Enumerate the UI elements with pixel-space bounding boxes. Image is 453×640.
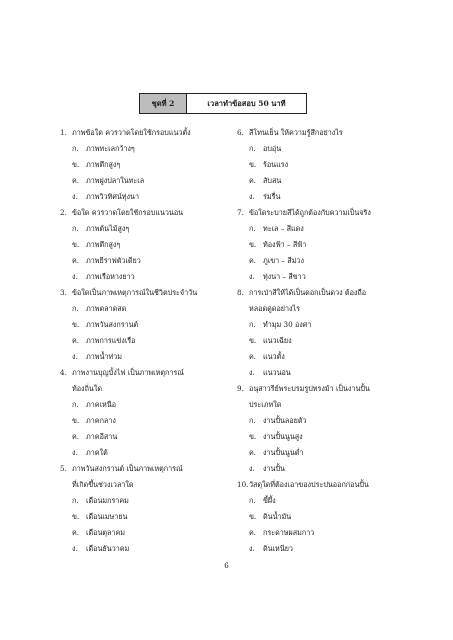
choice-letter: ง.: [72, 448, 78, 457]
answer-choice: [237, 141, 407, 157]
answer-choice: [60, 269, 230, 285]
choice-text: ทำมุม 30 องศา: [263, 320, 312, 329]
answer-choice: [60, 397, 230, 413]
answer-choice: [237, 365, 407, 381]
choice-letter: ข.: [249, 160, 257, 169]
answer-choice: [60, 317, 230, 333]
choice-letter: ก.: [249, 320, 256, 329]
choice-letter: ก.: [249, 496, 256, 505]
choice-letter: ค.: [249, 352, 257, 361]
choice-letter: ง.: [249, 464, 255, 473]
answer-choice: [60, 525, 230, 541]
question-text-continuation: ท้องถิ่นใด: [72, 384, 103, 393]
choice-letter: ก.: [72, 224, 79, 233]
question-text: สีโทนเย็น ให้ความรู้สึกอย่างไร: [249, 128, 343, 137]
question-number: 9.: [237, 384, 244, 393]
choice-text: เดือนมกราคม: [86, 496, 129, 505]
question-text-continuation: ประเภทใด: [249, 400, 282, 409]
choice-letter: ก.: [72, 304, 79, 313]
answer-choice: [237, 157, 407, 173]
choice-letter: ข.: [72, 512, 80, 521]
choice-letter: ข.: [72, 320, 80, 329]
choice-letter: ค.: [72, 336, 80, 345]
answer-choice: [60, 237, 230, 253]
answer-choice: [237, 221, 407, 237]
question-number: 4.: [60, 368, 67, 377]
answer-choice: [60, 445, 230, 461]
question-text: อนุสาวรีย์พระบรมรูปทรงม้า เป็นงานปั้น: [249, 384, 370, 393]
question-number: 6.: [237, 128, 244, 137]
choice-letter: ก.: [72, 400, 79, 409]
question-stem: [60, 285, 230, 301]
choice-letter: ง.: [72, 352, 78, 361]
right-question-column: [237, 125, 407, 557]
question-item: [60, 285, 230, 365]
choice-text: ภาพตลาดสด: [86, 304, 127, 313]
answer-choice: [60, 541, 230, 557]
choice-text: สับสน: [263, 176, 282, 185]
question-item: [237, 477, 407, 557]
answer-choice: [60, 173, 230, 189]
choice-text: เดือนตุลาคม: [86, 528, 126, 537]
answer-choice: [237, 493, 407, 509]
question-stem: [60, 365, 230, 381]
choice-text: ร่มรื่น: [263, 192, 281, 201]
choice-letter: ง.: [72, 544, 78, 553]
choice-text: งานปั้น: [263, 464, 285, 473]
answer-choice: [237, 173, 407, 189]
question-item: [60, 365, 230, 461]
page-number: 6: [224, 562, 229, 570]
answer-choice: [237, 317, 407, 333]
left-question-column: [60, 125, 230, 557]
choice-letter: ค.: [72, 432, 80, 441]
answer-choice: [237, 349, 407, 365]
choice-letter: ค.: [249, 528, 257, 537]
choice-letter: ง.: [72, 192, 78, 201]
choice-text: เดือนเมษายน: [86, 512, 128, 521]
choice-text: ดินเหนียว: [263, 544, 293, 553]
choice-letter: ค.: [249, 176, 257, 185]
set-number-label: ชุดที่ 2: [139, 93, 187, 114]
question-number: 1.: [60, 128, 67, 137]
answer-choice: [60, 333, 230, 349]
choice-text: ภาพทะเลกว้างๆ: [86, 144, 135, 153]
choice-letter: ก.: [72, 144, 79, 153]
choice-letter: ก.: [249, 416, 256, 425]
question-item: [60, 125, 230, 205]
answer-choice: [60, 509, 230, 525]
choice-text: ภาพตึกสูงๆ: [86, 240, 121, 249]
choice-letter: ข.: [249, 240, 257, 249]
answer-choice: [237, 189, 407, 205]
choice-letter: ก.: [249, 144, 256, 153]
question-number: 3.: [60, 288, 67, 297]
choice-text: ภาพตึกสูงๆ: [86, 160, 121, 169]
answer-choice: [60, 157, 230, 173]
question-text: ภาพข้อใด ควรวาดโดยใช้กรอบแนวตั้ง: [72, 128, 191, 137]
answer-choice: [237, 509, 407, 525]
answer-choice: [237, 237, 407, 253]
choice-letter: ง.: [249, 272, 255, 281]
answer-choice: [237, 525, 407, 541]
question-item: [60, 205, 230, 285]
exam-header: [139, 93, 309, 116]
answer-choice: [237, 461, 407, 477]
choice-text: แนวตั้ง: [263, 352, 285, 361]
choice-text: กระดาษผสมกาว: [263, 528, 315, 537]
question-stem: [237, 381, 407, 397]
question-item: [60, 461, 230, 557]
choice-text: ทะเล – สีแดง: [263, 224, 304, 233]
choice-text: ภาพการแข่งเรือ: [86, 336, 136, 345]
choice-letter: ข.: [72, 160, 80, 169]
choice-text: ภาพต้นไม้สูงๆ: [86, 224, 130, 233]
choice-text: ท้องฟ้า – สีฟ้า: [263, 240, 307, 249]
answer-choice: [60, 221, 230, 237]
choice-text: ภาคกลาง: [86, 416, 116, 425]
choice-text: ภาคอีสาน: [86, 432, 118, 441]
question-text: ข้อใดเป็นภาพเหตุการณ์ในชีวิตประจำวัน: [72, 288, 198, 297]
choice-letter: ค.: [249, 448, 257, 457]
choice-text: ภาพยีราฟตัวเดียว: [86, 256, 141, 265]
answer-choice: [237, 429, 407, 445]
choice-letter: ง.: [249, 368, 255, 377]
choice-text: ขี้ผึ้ง: [263, 496, 276, 505]
choice-letter: ข.: [249, 432, 257, 441]
question-stem: [60, 205, 230, 221]
question-number: 2.: [60, 208, 67, 217]
question-text: วัสดุใดที่ต้องเอาของประปนออกก่อนปั้น: [249, 480, 369, 489]
choice-text: แนวนอน: [263, 368, 291, 377]
question-number: 7.: [237, 208, 244, 217]
answer-choice: [237, 413, 407, 429]
choice-letter: ก.: [72, 496, 79, 505]
question-item: [237, 205, 407, 285]
question-text: การเป่าสีให้ได้เป็นดอกเป็นดวง ต้องถือ: [249, 288, 367, 297]
question-number: 5.: [60, 464, 67, 473]
answer-choice: [60, 253, 230, 269]
choice-text: ภาพน้ำท่วม: [86, 352, 122, 361]
choice-text: ภาคเหนือ: [86, 400, 117, 409]
answer-choice: [60, 141, 230, 157]
answer-choice: [60, 429, 230, 445]
question-text-continuation: หลอดดูดอย่างไร: [249, 304, 301, 313]
question-stem: [237, 477, 407, 493]
choice-text: งานปั้นลอยตัว: [263, 416, 307, 425]
choice-text: ภาพเรือหางยาว: [86, 272, 135, 281]
choice-letter: ข.: [72, 240, 80, 249]
answer-choice: [60, 413, 230, 429]
answer-choice: [237, 269, 407, 285]
choice-letter: ข.: [249, 512, 257, 521]
choice-letter: ค.: [72, 528, 80, 537]
question-item: [237, 381, 407, 477]
question-stem: [237, 125, 407, 141]
choice-text: ภาพวิวทิศน์ทุ่งนา: [86, 192, 139, 201]
choice-letter: ง.: [72, 272, 78, 281]
exam-time-label: เวลาทำข้อสอบ 50 นาที: [187, 93, 307, 114]
choice-text: ภาคใต้: [86, 448, 108, 457]
choice-letter: ข.: [249, 336, 257, 345]
question-text: ภาพวันสงกรานต์ เป็นภาพเหตุการณ์: [72, 464, 183, 473]
choice-letter: ก.: [249, 224, 256, 233]
choice-letter: ค.: [72, 256, 80, 265]
answer-choice: [237, 333, 407, 349]
question-stem: [60, 125, 230, 141]
choice-text: งานปั้นนูนต่ำ: [263, 448, 304, 457]
choice-text: ทุ่งนา – สีขาว: [263, 272, 306, 281]
question-item: [237, 125, 407, 205]
question-text: ข้อใด ควรวาดโดยใช้กรอบแนวนอน: [72, 208, 184, 217]
choice-text: ภาพวันสงกรานต์: [86, 320, 139, 329]
choice-text: ภูเขา – สีม่วง: [263, 256, 304, 265]
choice-text: งานปั้นนูนสูง: [263, 432, 303, 441]
answer-choice: [60, 301, 230, 317]
choice-text: ภาพฝูงปลาในทะเล: [86, 176, 145, 185]
question-text: ข้อใดระบายสีได้ถูกต้องกับความเป็นจริง: [249, 208, 371, 217]
choice-letter: ค.: [72, 176, 80, 185]
choice-text: เดือนธันวาคม: [86, 544, 130, 553]
answer-choice: [60, 349, 230, 365]
answer-choice: [60, 493, 230, 509]
choice-text: แนวเฉียง: [263, 336, 292, 345]
question-number: 8.: [237, 288, 244, 297]
question-stem: [237, 285, 407, 301]
answer-choice: [237, 541, 407, 557]
question-text: ภาพงานบุญบั้งไฟ เป็นภาพเหตุการณ์: [72, 368, 184, 377]
question-text-continuation: ที่เกิดขึ้นช่วงเวลาใด: [72, 480, 134, 489]
question-stem: [60, 461, 230, 477]
choice-text: อบอุ่น: [263, 144, 282, 153]
choice-letter: ค.: [249, 256, 257, 265]
choice-text: ดินน้ำมัน: [263, 512, 292, 521]
answer-choice: [60, 189, 230, 205]
choice-letter: ข.: [72, 416, 80, 425]
question-number: 10.: [237, 480, 249, 489]
answer-choice: [237, 253, 407, 269]
choice-text: ร้อนแรง: [263, 160, 289, 169]
choice-letter: ง.: [249, 544, 255, 553]
question-stem: [237, 205, 407, 221]
choice-letter: ง.: [249, 192, 255, 201]
question-item: [237, 285, 407, 381]
answer-choice: [237, 445, 407, 461]
